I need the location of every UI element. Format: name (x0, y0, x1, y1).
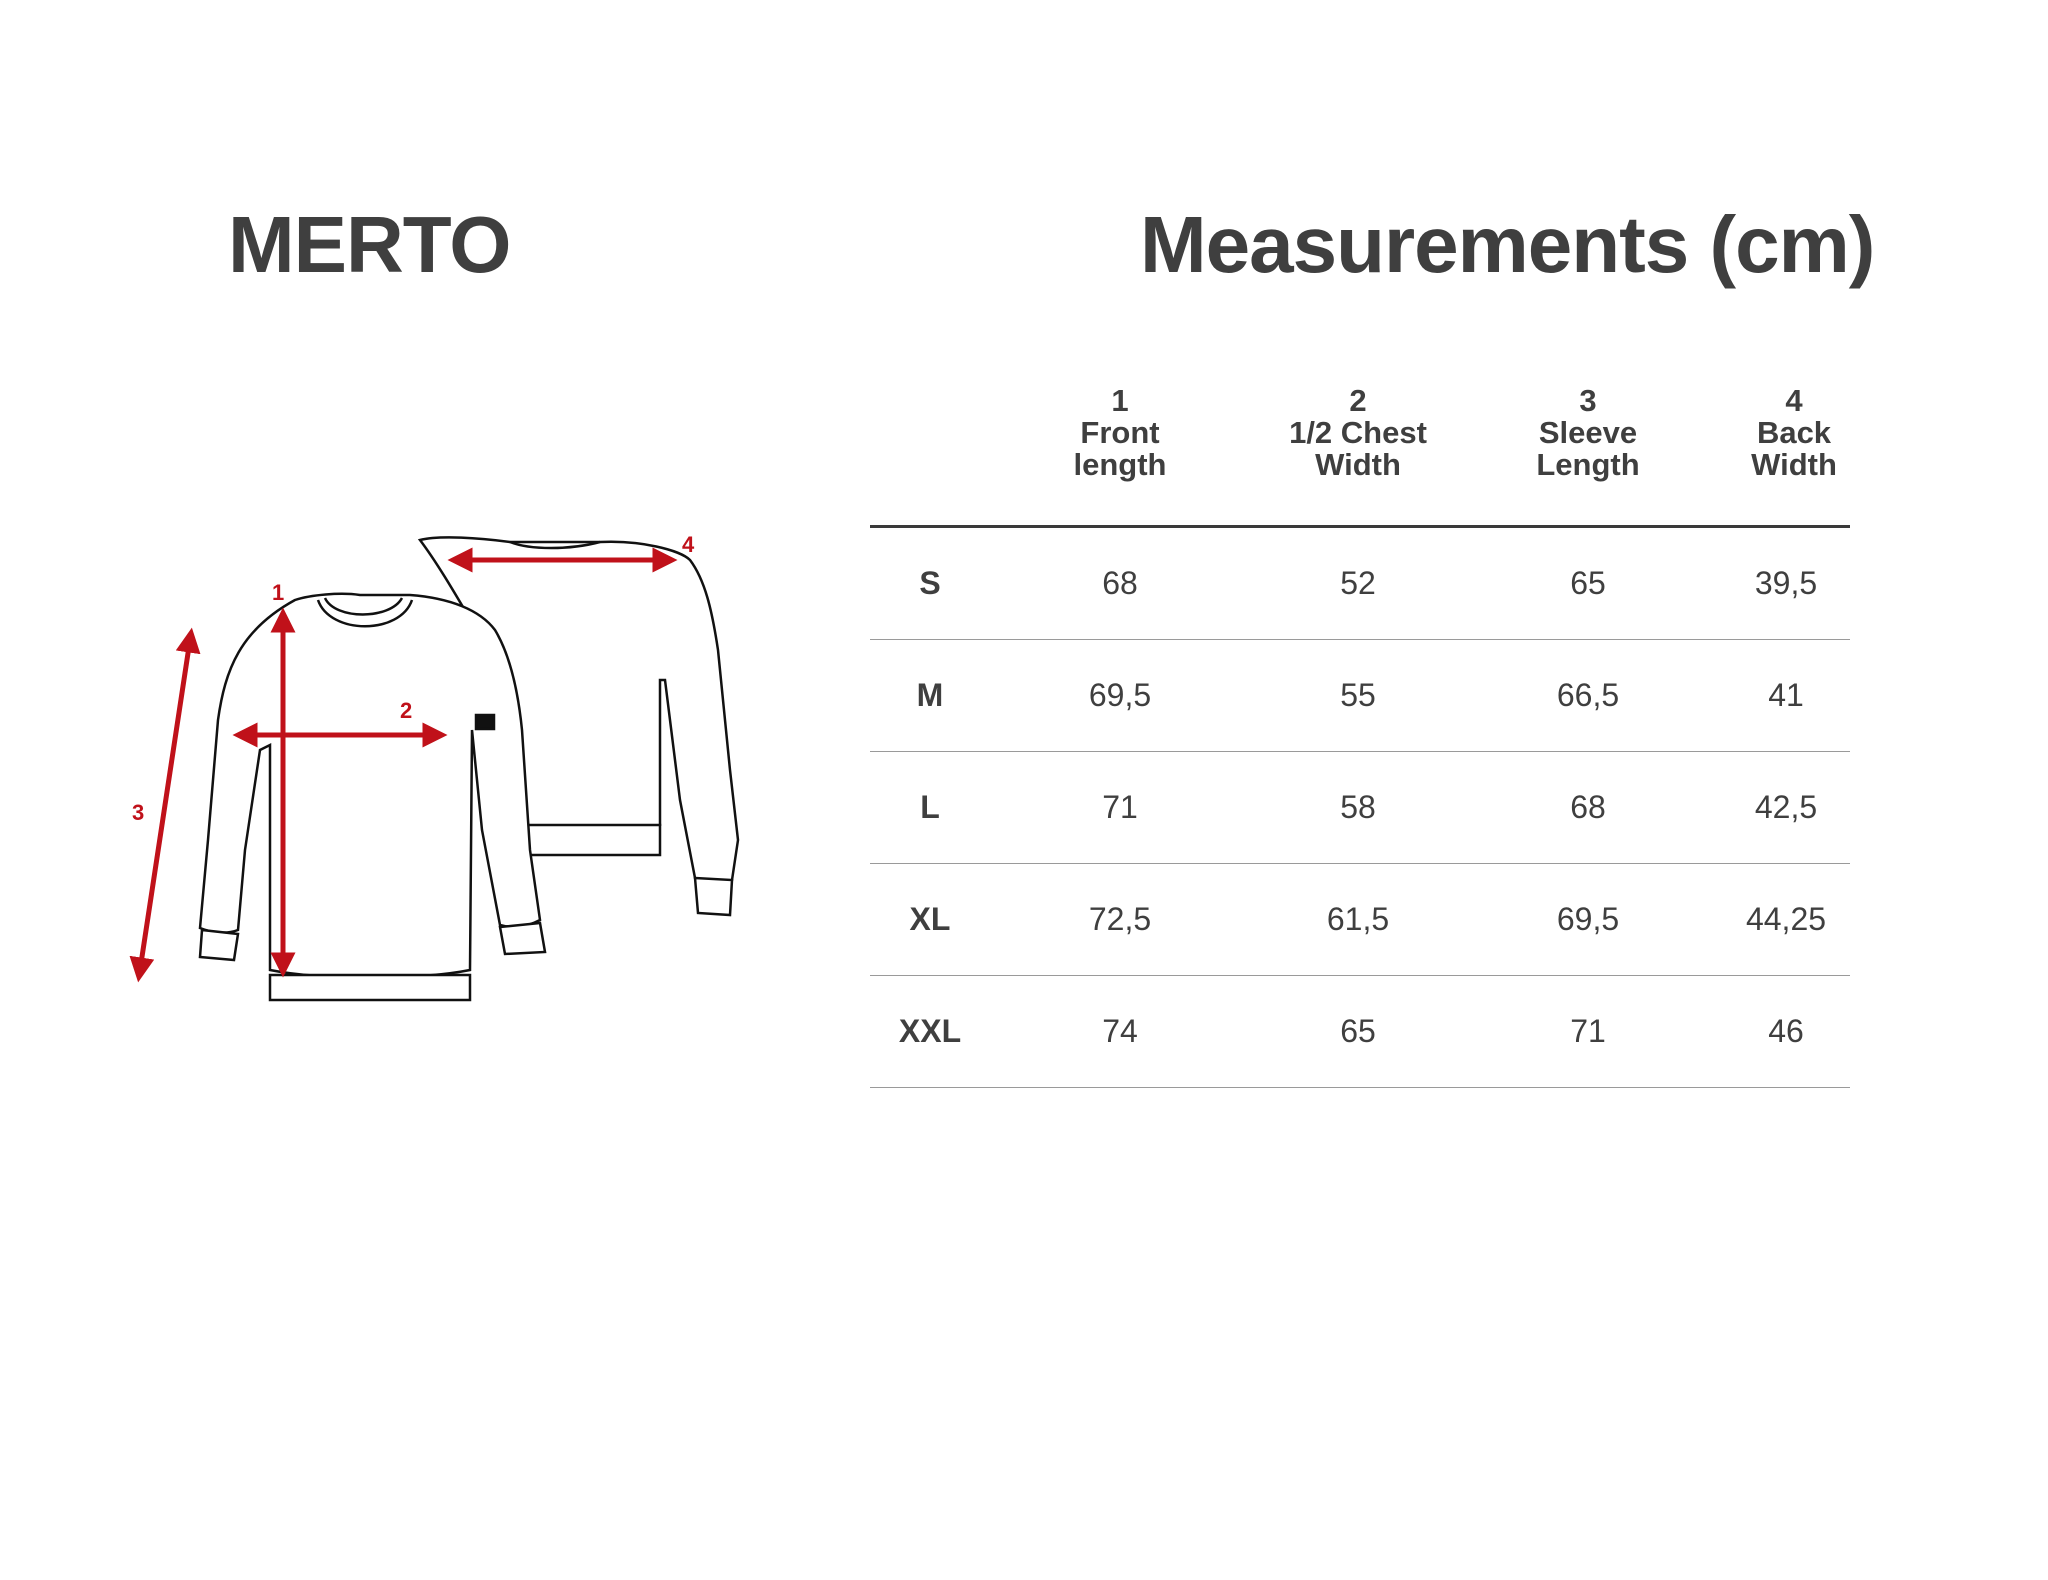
column-number: 3 (1579, 383, 1597, 418)
size-label: XXL (898, 1013, 962, 1049)
size-label: S (919, 565, 941, 601)
size-label: L (920, 789, 940, 825)
column-label: 1/2 Chest Width (1289, 415, 1427, 482)
table-cell: 58 (1340, 789, 1376, 825)
table-cell: 55 (1340, 677, 1376, 713)
table-cell: 74 (1102, 1013, 1138, 1049)
column-number: 2 (1349, 383, 1367, 418)
measurements-table (870, 385, 1850, 1088)
marker-2: 2 (400, 698, 413, 723)
table-title: Measurements (cm) (1140, 200, 1875, 289)
table-cell: 71 (1102, 789, 1138, 825)
table-cell: 68 (1570, 789, 1606, 825)
marker-4: 4 (682, 532, 695, 557)
table-cell: 65 (1570, 565, 1606, 601)
column-number: 4 (1785, 383, 1803, 418)
table-row (870, 640, 1850, 752)
sweater-front-drawing (200, 594, 545, 1000)
column-header-back-width (1694, 385, 1894, 481)
size-label: M (916, 677, 944, 713)
column-header-sleeve-length (1488, 385, 1688, 481)
table-row (870, 752, 1850, 864)
size-label: XL (909, 901, 951, 937)
table-cell: 71 (1570, 1013, 1606, 1049)
product-title: MERTO (228, 200, 511, 289)
table-cell: 41 (1768, 677, 1804, 713)
column-label: Back Width (1751, 415, 1837, 482)
column-header-chest-width (1258, 385, 1458, 481)
table-cell: 66,5 (1556, 677, 1620, 713)
table-row (870, 864, 1850, 976)
table-cell: 44,25 (1745, 901, 1827, 937)
table-cell: 69,5 (1088, 677, 1152, 713)
sweater-diagram (120, 520, 760, 1020)
table-cell: 69,5 (1556, 901, 1620, 937)
column-label: Sleeve Length (1536, 415, 1640, 482)
table-cell: 65 (1340, 1013, 1376, 1049)
column-label: Front length (1073, 415, 1167, 482)
table-cell: 39,5 (1754, 565, 1818, 601)
table-cell: 61,5 (1326, 901, 1390, 937)
table-cell: 42,5 (1754, 789, 1818, 825)
marker-1: 1 (272, 580, 285, 605)
table-cell: 52 (1340, 565, 1376, 601)
table-cell: 68 (1102, 565, 1138, 601)
measure-arrow-sleeve-length (140, 640, 190, 970)
column-number: 1 (1111, 383, 1129, 418)
marker-3: 3 (132, 800, 145, 825)
table-cell: 46 (1768, 1013, 1804, 1049)
table-row (870, 976, 1850, 1088)
table-row (870, 528, 1850, 640)
column-header-front-length (1020, 385, 1220, 481)
table-header (870, 385, 1850, 528)
table-cell: 72,5 (1088, 901, 1152, 937)
